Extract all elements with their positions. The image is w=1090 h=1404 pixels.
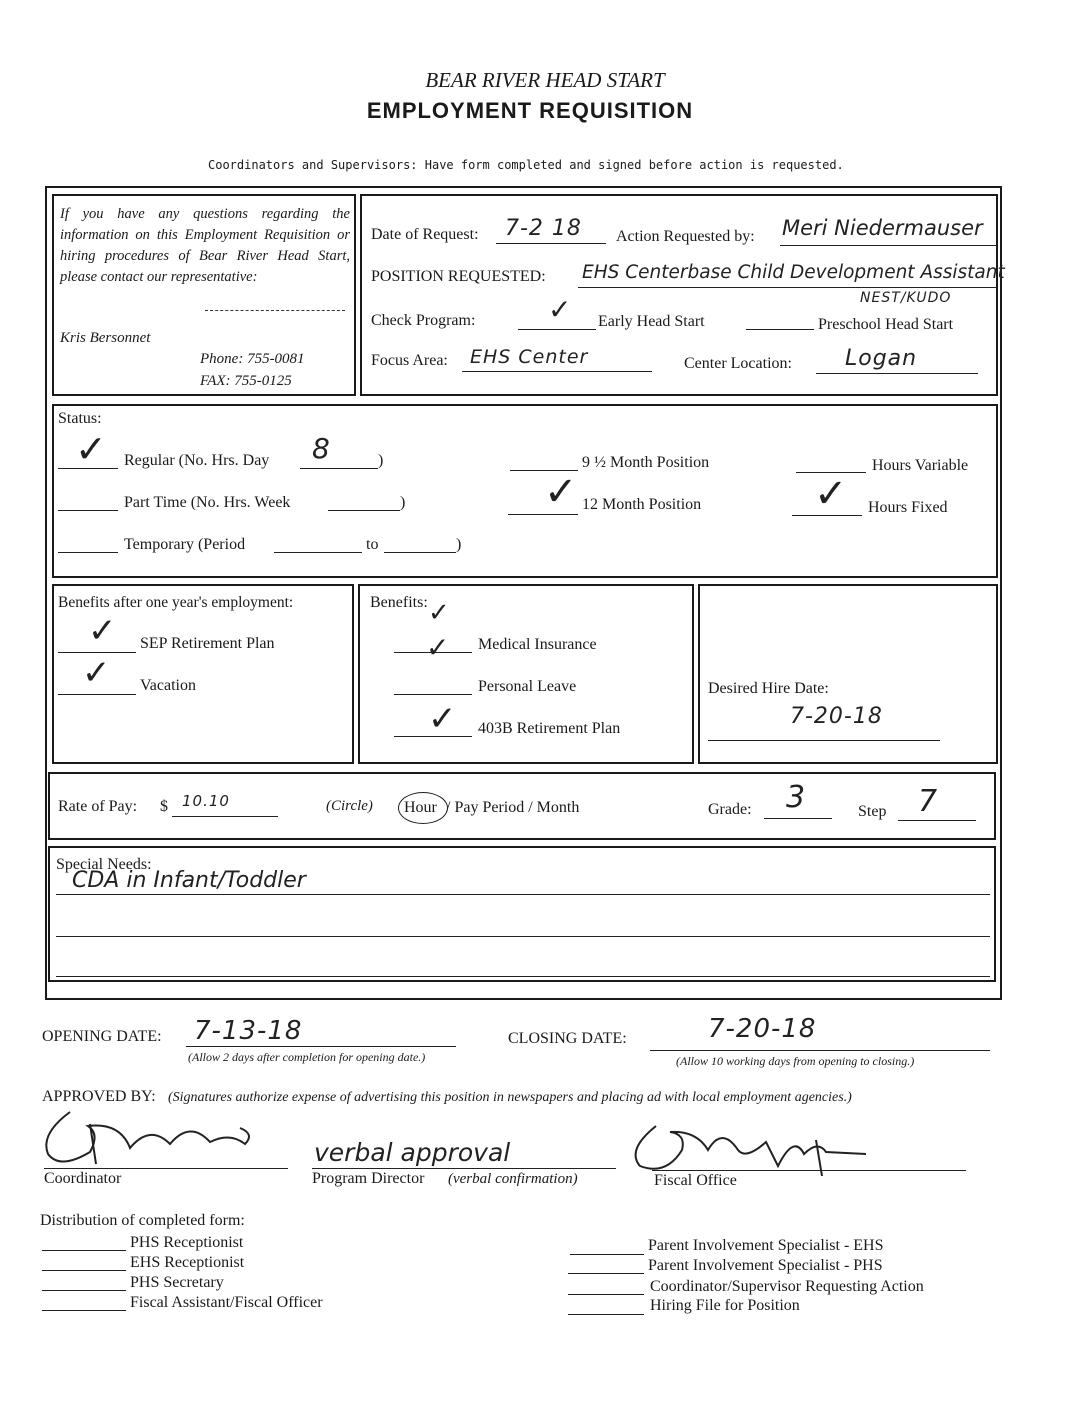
pay-options: / Pay Period / Month [446, 799, 580, 816]
hours-variable-label: Hours Variable [872, 457, 969, 474]
director-note: (verbal confirmation) [448, 1171, 578, 1187]
dist-right-item-0: Parent Involvement Specialist - EHS [648, 1237, 884, 1254]
vacation-label: Vacation [140, 677, 196, 694]
closing-date-value[interactable]: 7-20-18 [708, 1014, 817, 1044]
form-instruction: Coordinators and Supervisors: Have form completed and signed before action is requested. [208, 158, 844, 172]
closing-date-note: (Allow 10 working days from opening to closing.) [676, 1054, 915, 1068]
fiscal-line [652, 1170, 966, 1171]
part-time-hours-line [328, 510, 400, 511]
benefits-label: Benefits: [370, 594, 428, 611]
special-needs-line-3 [56, 976, 990, 977]
hire-date-value[interactable]: 7-20-18 [790, 704, 883, 729]
contact-phone: Phone: 755-0081 [200, 351, 305, 367]
nine-month-label: 9 ½ Month Position [582, 454, 710, 471]
coordinator-signature [30, 1104, 280, 1174]
opening-date-label: OPENING DATE: [42, 1028, 162, 1045]
contact-underline [205, 310, 345, 311]
position-requested-label: POSITION REQUESTED: [371, 268, 546, 285]
circle-note: (Circle) [326, 798, 373, 814]
temporary-to-line [384, 552, 456, 553]
position-note: NEST/KUDO [860, 290, 952, 306]
closing-date-line [650, 1050, 990, 1051]
check-program-label: Check Program: [371, 312, 476, 329]
sep-check[interactable]: ✓ [88, 611, 117, 651]
special-needs-line-2 [56, 936, 990, 937]
dist-right-item-3: Hiring File for Position [650, 1297, 800, 1314]
action-requested-line [780, 245, 996, 246]
dist-left-line-1 [42, 1270, 126, 1271]
dist-left-item-0: PHS Receptionist [130, 1234, 244, 1251]
part-time-label: Part Time (No. Hrs. Week [124, 494, 291, 511]
special-needs-line-1 [56, 894, 990, 895]
temporary-from-line [274, 552, 362, 553]
fiscal-signature [626, 1120, 886, 1180]
personal-line [394, 694, 472, 695]
action-requested-value[interactable]: Meri Niedermauser [782, 216, 983, 240]
hours-fixed-check[interactable]: ✓ [814, 471, 848, 517]
hire-date-line [708, 740, 940, 741]
director-signature: verbal approval [314, 1138, 511, 1167]
dist-right-line-1 [568, 1273, 644, 1274]
focus-area-value[interactable]: EHS Center [470, 346, 589, 368]
step-value[interactable]: 7 [918, 784, 939, 819]
dist-left-line-2 [42, 1290, 126, 1291]
dist-right-line-3 [568, 1314, 644, 1315]
dist-right-line-2 [568, 1294, 644, 1295]
twelve-month-check[interactable]: ✓ [544, 469, 578, 515]
rate-pay-label: Rate of Pay: [58, 798, 138, 815]
step-line [898, 820, 976, 821]
benefits-after-label: Benefits after one year's employment: [58, 594, 294, 611]
dist-left-line-3 [42, 1310, 126, 1311]
form-title: EMPLOYMENT REQUISITION [366, 98, 694, 123]
position-requested-line [578, 287, 998, 288]
special-needs-value[interactable]: CDA in Infant/Toddler [72, 868, 306, 893]
temporary-line [58, 552, 118, 553]
regular-hours-line [300, 468, 378, 469]
special-needs-label: Special Needs: [56, 856, 152, 873]
dist-left-item-2: PHS Secretary [130, 1274, 224, 1291]
approved-by-label: APPROVED BY: [42, 1088, 156, 1105]
regular-close-paren: ) [378, 452, 384, 469]
grade-value[interactable]: 3 [786, 780, 807, 815]
retirement-label: 403B Retirement Plan [478, 720, 621, 737]
temporary-to-label: to [366, 536, 379, 553]
regular-label: Regular (No. Hrs. Day [124, 452, 270, 469]
regular-check[interactable]: ✓ [75, 427, 107, 471]
coordinator-line [44, 1168, 288, 1169]
early-head-start-label: Early Head Start [598, 313, 705, 330]
director-label: Program Director [312, 1170, 425, 1187]
position-requested-value[interactable]: EHS Centerbase Child Development Assistant [582, 262, 1005, 283]
hire-date-box [698, 584, 998, 764]
rate-pay-value[interactable]: 10.10 [182, 792, 230, 810]
action-requested-label: Action Requested by: [616, 228, 755, 245]
date-request-value[interactable]: 7-2 18 [505, 216, 582, 241]
part-time-line [58, 510, 118, 511]
benefits-top-check: ✓ [428, 598, 450, 628]
opening-date-note: (Allow 2 days after completion for opening date.) [188, 1050, 426, 1064]
early-head-start-check[interactable]: ✓ [548, 293, 572, 326]
opening-date-line [186, 1046, 456, 1047]
part-time-close-paren: ) [400, 494, 406, 511]
personal-label: Personal Leave [478, 678, 577, 695]
grade-label: Grade: [708, 801, 752, 818]
regular-hours-value[interactable]: 8 [312, 432, 331, 465]
coordinator-label: Coordinator [44, 1170, 122, 1187]
hours-fixed-label: Hours Fixed [868, 499, 948, 516]
date-request-line [496, 243, 606, 244]
dist-right-item-1: Parent Involvement Specialist - PHS [648, 1257, 883, 1274]
retirement-check[interactable]: ✓ [428, 699, 457, 739]
special-needs-box [48, 846, 996, 982]
hire-date-label: Desired Hire Date: [708, 680, 829, 697]
center-location-label: Center Location: [684, 355, 792, 372]
contact-name: Kris Bersonnet [60, 330, 151, 346]
contact-fax: FAX: 755-0125 [200, 373, 292, 389]
twelve-month-label: 12 Month Position [582, 496, 702, 513]
distribution-label: Distribution of completed form: [40, 1212, 245, 1229]
early-head-start-line [518, 329, 596, 330]
vacation-check[interactable]: ✓ [82, 653, 111, 693]
focus-area-label: Focus Area: [371, 352, 448, 369]
dist-left-line-0 [42, 1250, 126, 1251]
rate-pay-currency: $ [160, 798, 168, 815]
date-request-label: Date of Request: [371, 226, 479, 243]
center-location-line [816, 373, 978, 374]
dist-left-item-1: EHS Receptionist [130, 1254, 245, 1271]
preschool-label: Preschool Head Start [818, 316, 954, 333]
medical-check[interactable]: ✓ [426, 631, 450, 664]
fiscal-label: Fiscal Office [654, 1172, 737, 1189]
dist-left-item-3: Fiscal Assistant/Fiscal Officer [130, 1294, 323, 1311]
contact-text: If you have any questions regarding the information on this Employment Requisition or hiring procedures of Bear River Head Start, please contact our representative: [60, 206, 350, 285]
temporary-close-paren: ) [456, 536, 462, 553]
approved-by-note: (Signatures authorize expense of advertising this position in newspapers and placing ad with local employment agencies.) [168, 1090, 852, 1105]
dist-right-line-0 [570, 1254, 644, 1255]
grade-line [764, 818, 832, 819]
focus-area-line [462, 371, 652, 372]
center-location-value[interactable]: Logan [845, 346, 918, 371]
rate-pay-line [172, 816, 278, 817]
director-line [312, 1168, 616, 1169]
temporary-label: Temporary (Period [124, 536, 246, 553]
dist-right-item-2: Coordinator/Supervisor Requesting Action [650, 1278, 924, 1295]
medical-label: Medical Insurance [478, 636, 597, 653]
sep-label: SEP Retirement Plan [140, 635, 275, 652]
preschool-line [746, 329, 814, 330]
hour-option: Hour [404, 799, 437, 816]
closing-date-label: CLOSING DATE: [508, 1030, 627, 1047]
status-label: Status: [58, 410, 102, 427]
step-label: Step [858, 803, 887, 820]
org-name: BEAR RIVER HEAD START [425, 68, 665, 92]
vacation-line [58, 694, 136, 695]
opening-date-value[interactable]: 7-13-18 [194, 1016, 303, 1046]
